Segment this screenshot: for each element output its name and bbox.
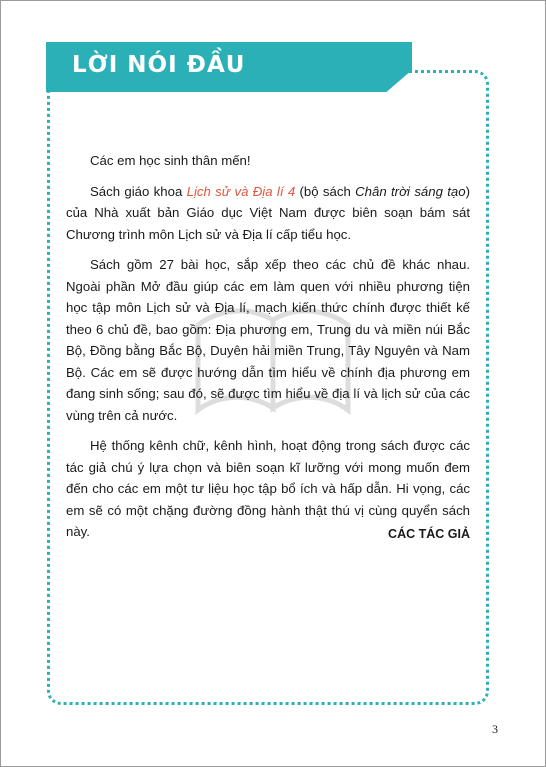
signature: CÁC TÁC GIẢ bbox=[388, 527, 470, 541]
page-title: LỜI NÓI ĐẦU bbox=[72, 52, 246, 78]
paragraph-2: Sách gồm 27 bài học, sắp xếp theo các chủ đề khác nhau. Ngoài phần Mở đầu giúp các em làm quen với nhiều phương tiện học tập môn Lịch sử và Địa lí, mạch kiến thức chính được thiết kế theo 6 chủ đề, bao gồm: Địa phương em, Trung du và miền núi Bắc Bộ, Đồng bằng Bắc Bộ, Duyên hải miền Trung, Tây Nguyên và Nam Bộ. Các em sẽ được hướng dẫn tìm hiểu về chính địa phương em đang sinh sống; sau đó, sẽ được tìm hiểu về địa lí và lịch sử của các vùng trên cả nước. bbox=[66, 257, 470, 423]
paragraph-1: Sách giáo khoa Lịch sử và Địa lí 4 (bộ sách Chân trời sáng tạo) của Nhà xuất bản Giáo dục Việt Nam được biên soạn bám sát Chương trình môn Lịch sử và Địa lí cấp tiểu học. bbox=[66, 183, 471, 242]
greeting: Các em học sinh thân mến! bbox=[90, 153, 251, 168]
page-number: 3 bbox=[492, 722, 498, 736]
preface-body bbox=[66, 150, 470, 552]
series-name: Chân trời sáng tạo bbox=[355, 183, 466, 199]
paragraph-3: Hệ thống kênh chữ, kênh hình, hoạt động trong sách được các tác giả chú ý lựa chọn và biên soạn kĩ lưỡng với mong muốn đem đến cho các em một tư liệu học tập bổ ích và hấp dẫn. Hi vọng, các em sẽ có một chặng đường đồng hành thật thú vị cùng quyển sách này. bbox=[66, 438, 470, 539]
book-title: Lịch sử và Địa lí 4 bbox=[186, 183, 296, 199]
